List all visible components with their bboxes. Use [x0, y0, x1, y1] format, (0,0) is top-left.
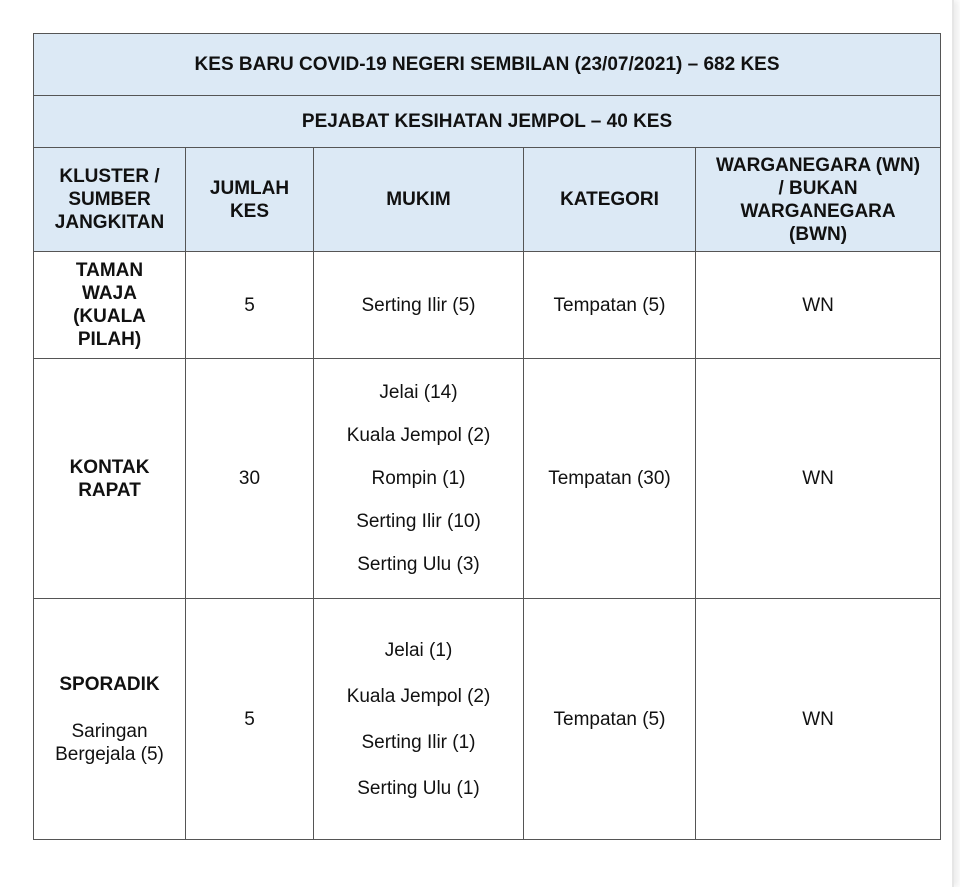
table-row	[34, 252, 941, 359]
kluster-line: TAMAN	[75, 260, 144, 281]
jumlah-cell: 30	[186, 359, 314, 599]
kluster-sub-line: Bergejala (5)	[55, 743, 164, 765]
header-warga-line: WARGANEGARA (WN)	[716, 154, 921, 176]
header-jumlah-line: JUMLAH	[209, 177, 290, 199]
kluster-line: PILAH)	[77, 329, 142, 350]
mukim-item: Rompin (1)	[371, 468, 466, 489]
table-row	[34, 599, 941, 840]
mukim-item: Serting Ulu (3)	[357, 554, 480, 575]
kategori-cell: Tempatan (5)	[524, 599, 696, 840]
mukim-item: Jelai (14)	[379, 382, 458, 403]
kluster-line: RAPAT	[78, 479, 141, 501]
covid-case-table	[33, 33, 941, 840]
header-kluster-line: KLUSTER /	[59, 166, 160, 187]
table-title: KES BARU COVID-19 NEGERI SEMBILAN (23/07/2021) – 682 KES	[34, 34, 941, 96]
header-kluster-line: SUMBER	[68, 189, 151, 210]
header-warga-line: (BWN)	[789, 223, 848, 245]
kluster-sub-line: Saringan	[71, 720, 148, 742]
header-warga-line: WARGANEGARA	[740, 200, 896, 222]
kluster-cell	[34, 599, 186, 840]
mukim-item: Kuala Jempol (2)	[346, 425, 491, 446]
mukim-cell	[314, 599, 524, 840]
mukim-cell	[314, 252, 524, 359]
header-kategori: KATEGORI	[524, 148, 696, 252]
header-row	[34, 148, 941, 252]
mukim-item: Serting Ilir (5)	[361, 294, 476, 316]
header-kluster-line: JANGKITAN	[54, 212, 165, 233]
mukim-item: Jelai (1)	[384, 639, 453, 661]
warga-cell: WN	[696, 599, 941, 840]
kluster-cell	[34, 359, 186, 599]
mukim-cell	[314, 359, 524, 599]
mukim-item: Serting Ilir (10)	[356, 511, 481, 532]
kluster-sub	[38, 720, 181, 766]
jumlah-cell: 5	[186, 599, 314, 840]
jumlah-cell: 5	[186, 252, 314, 359]
kluster-line: KONTAK	[69, 456, 150, 478]
kategori-cell: Tempatan (30)	[524, 359, 696, 599]
header-warga-line: / BUKAN	[778, 177, 858, 199]
kluster-line: SPORADIK	[59, 673, 160, 695]
kluster-line: WAJA	[82, 283, 137, 304]
kluster-cell	[34, 252, 186, 359]
header-mukim: MUKIM	[314, 148, 524, 252]
header-warga	[696, 148, 941, 252]
mukim-item: Serting Ilir (1)	[361, 731, 476, 753]
warga-cell: WN	[696, 252, 941, 359]
mukim-item: Kuala Jempol (2)	[346, 685, 491, 707]
header-jumlah-line: KES	[229, 200, 270, 222]
header-jumlah	[186, 148, 314, 252]
kategori-cell: Tempatan (5)	[524, 252, 696, 359]
warga-cell: WN	[696, 359, 941, 599]
table-subtitle: PEJABAT KESIHATAN JEMPOL – 40 KES	[34, 96, 941, 148]
kluster-line: (KUALA	[73, 306, 146, 327]
mukim-item: Serting Ulu (1)	[357, 777, 480, 799]
table-row	[34, 359, 941, 599]
header-kluster	[34, 148, 186, 252]
